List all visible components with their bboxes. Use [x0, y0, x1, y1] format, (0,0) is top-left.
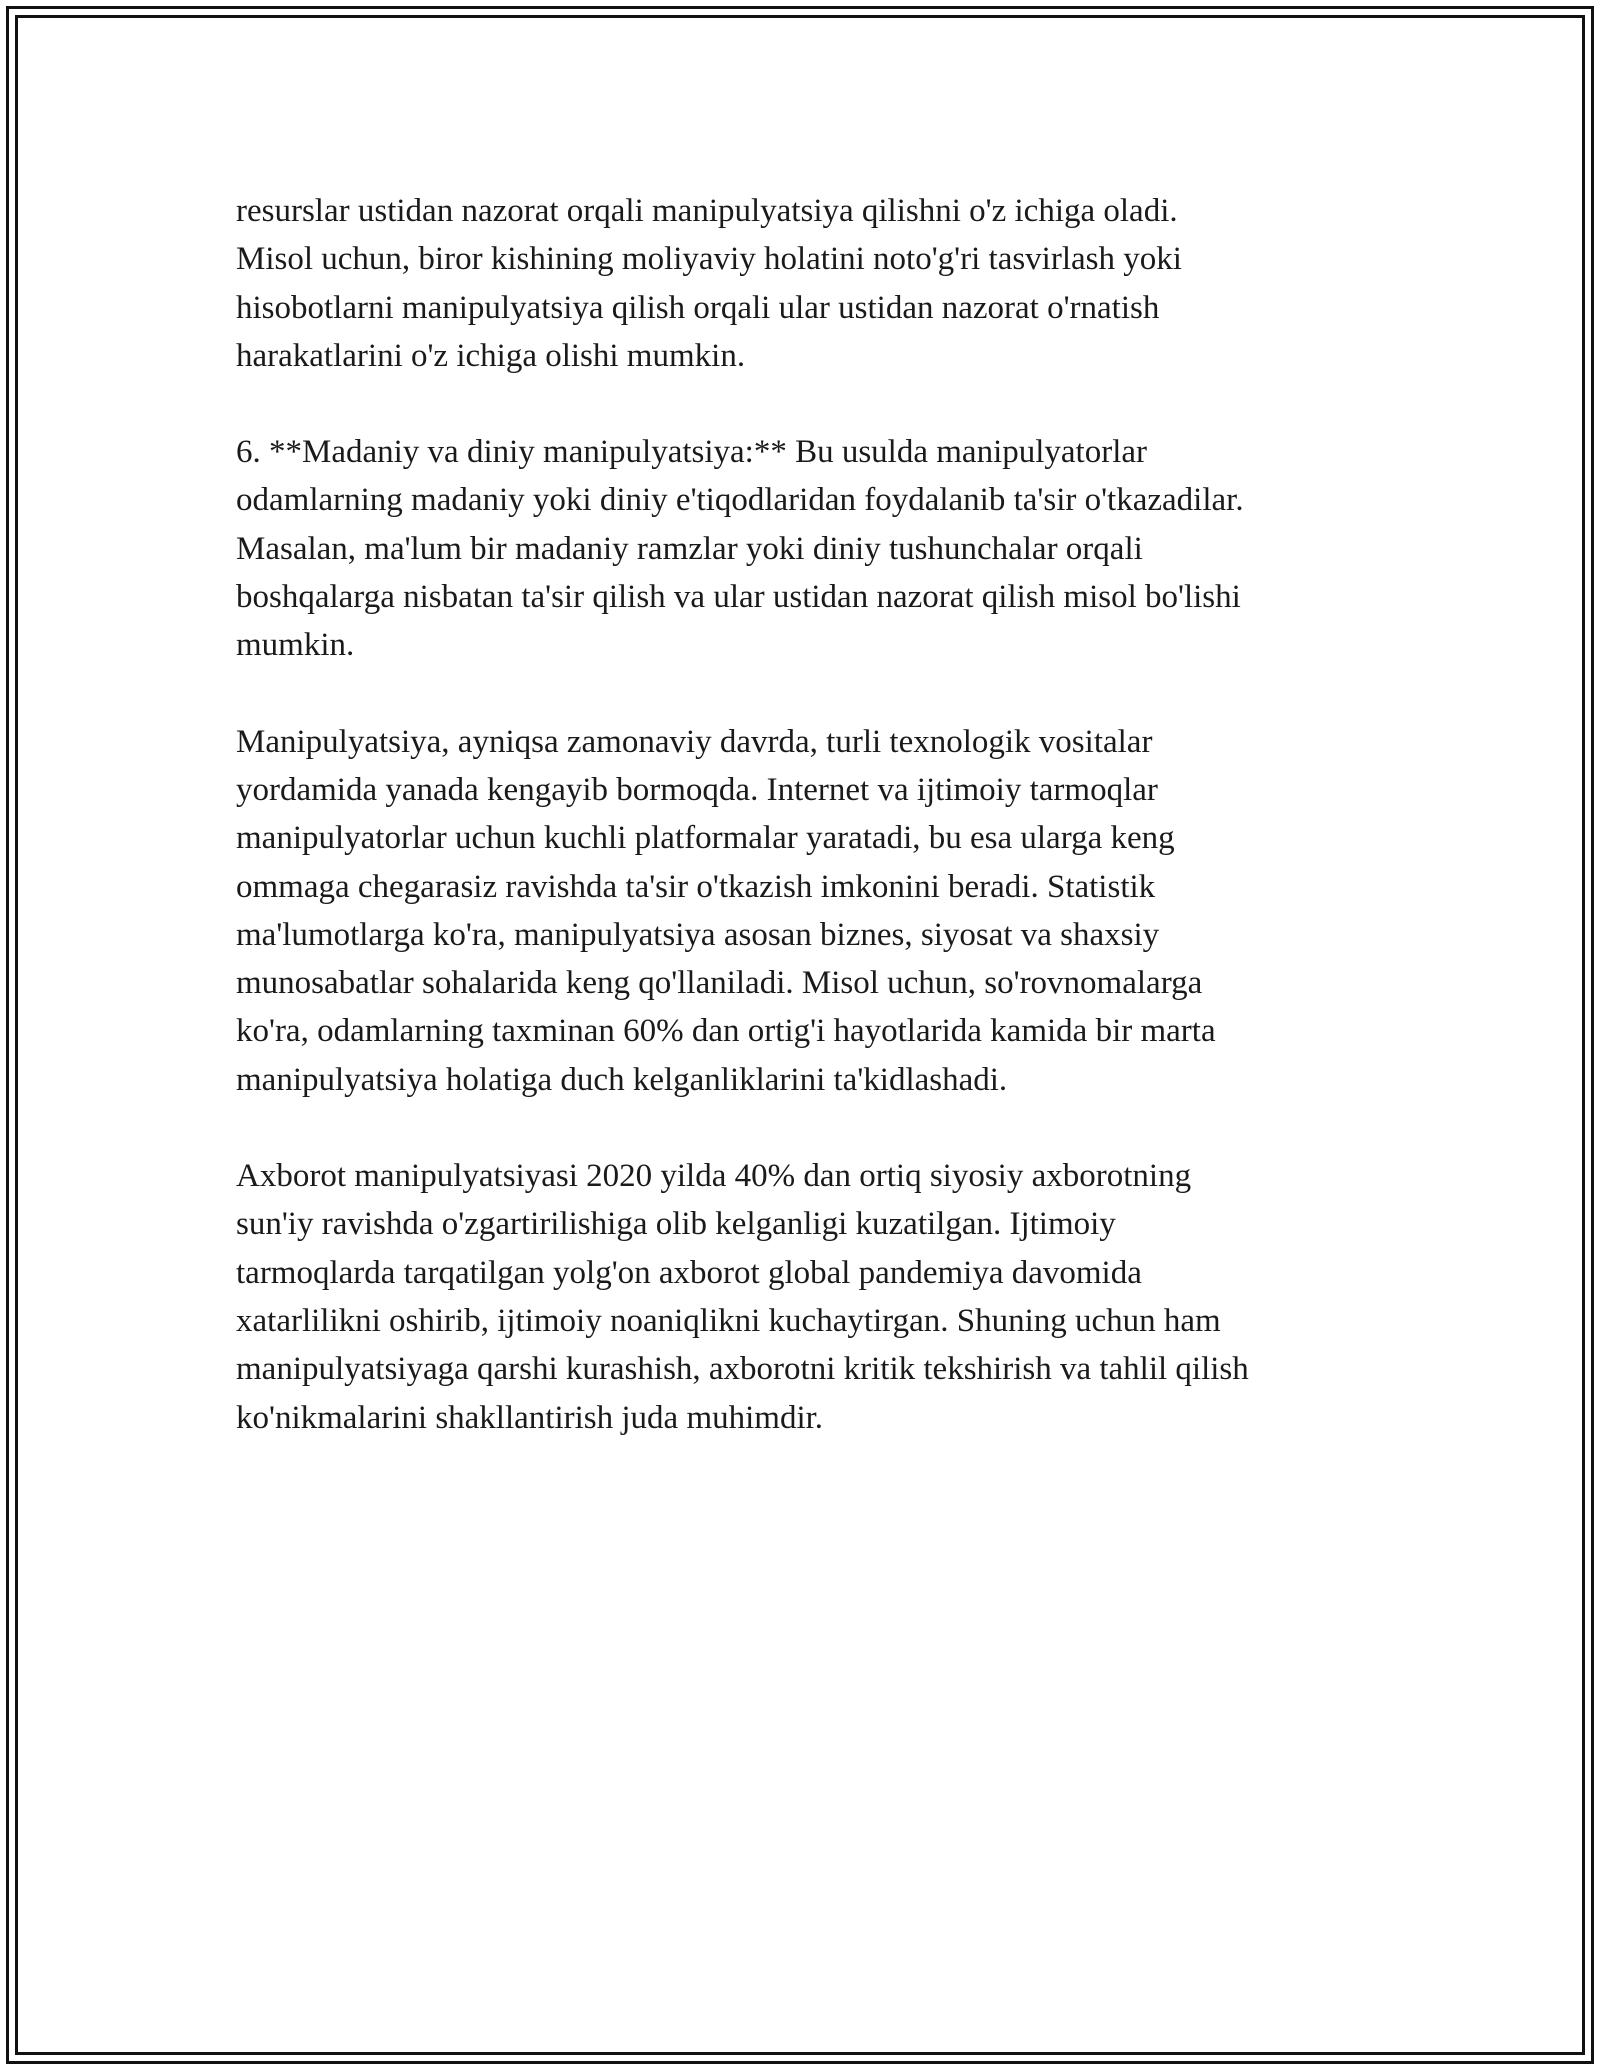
document-body: [236, 187, 1376, 1490]
paragraph-financial-manipulation: resurslar ustidan nazorat orqali manipulyatsiya qilishni o'z ichiga oladi. Misol uchun, biror kishining moliyaviy holatini noto'g'ri tasvirlash yoki hisobotlarni manipulyatsiya qilish orqali ular ustidan nazorat o'rnatish harakatlarini o'z ichiga olishi mumkin.: [236, 193, 1182, 374]
paragraph-cultural-religious-manipulation: 6. **Madaniy va diniy manipulyatsiya:** Bu usulda manipulyatorlar odamlarning madaniy yoki diniy e'tiqodlaridan foydalanib ta'sir o'tkazadilar. Masalan, ma'lum bir madaniy ramzlar yoki diniy tushunchalar orqali boshqalarga nisbatan ta'sir qilish va ular ustidan nazorat qilish misol bo'lishi mumkin.: [236, 434, 1244, 664]
paragraph-modern-manipulation-statistics: Manipulyatsiya, ayniqsa zamonaviy davrda, turli texnologik vositalar yordamida yanada kengayib bormoqda. Internet va ijtimoiy tarmoqlar manipulyatorlar uchun kuchli platformalar yaratadi, bu esa ularga keng ommaga chegarasiz ravishda ta'sir o'tkazish imkonini beradi. Statistik ma'lumotlarga ko'ra, manipulyatsiya asosan biznes, siyosat va shaxsiy munosabatlar sohalarida keng qo'llaniladi. Misol uchun, so'rovnomalarga ko'ra, odamlarning taxminan 60% dan ortig'i hayotlarida kamida bir marta manipulyatsiya holatiga duch kelganliklarini ta'kidlashadi.: [236, 723, 1216, 1098]
paragraph-information-manipulation: Axborot manipulyatsiyasi 2020 yilda 40% dan ortiq siyosiy axborotning sun'iy ravishda o'zgartirilishiga olib kelganligi kuzatilgan. Ijtimoiy tarmoqlarda tarqatilgan yolg'on axborot global pandemiya davomida xatarlilikni oshirib, ijtimoiy noaniqlikni kuchaytirgan. Shuning uchun ham manipulyatsiyaga qarshi kurashish, axborotni kritik tekshirish va tahlil qilish ko'nikmalarini shakllantirish juda muhimdir.: [236, 1158, 1249, 1436]
